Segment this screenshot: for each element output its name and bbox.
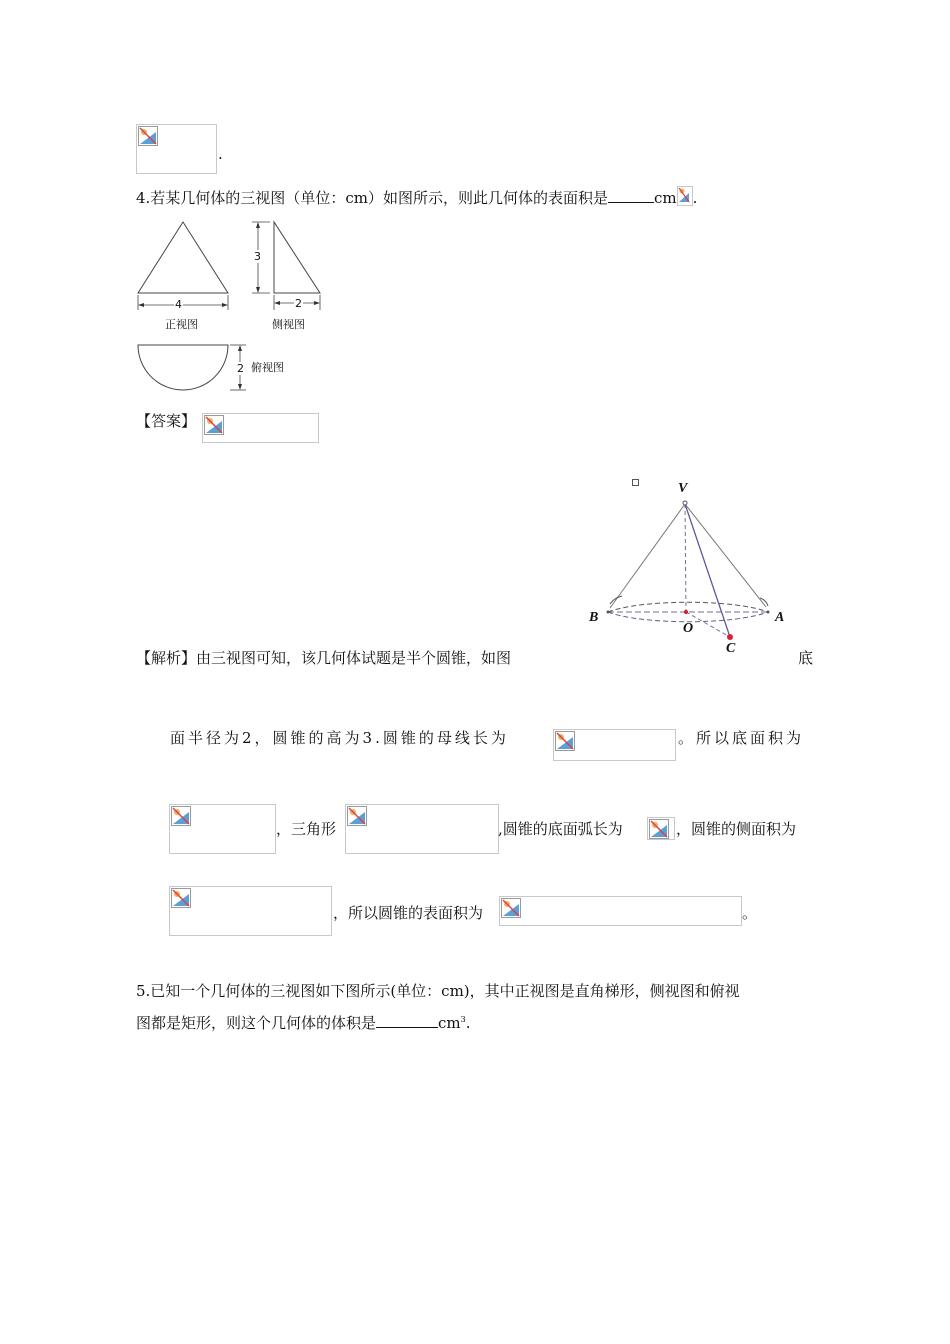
top-trailing-period: . bbox=[218, 145, 223, 163]
broken-image-icon bbox=[347, 806, 367, 826]
formula-image bbox=[202, 413, 319, 443]
analysis-text-4b: 。 bbox=[742, 904, 758, 922]
formula-image bbox=[345, 804, 499, 854]
formula-image bbox=[499, 896, 742, 926]
analysis-line-1 bbox=[136, 647, 511, 669]
q5-line-1: 5.已知一个几何体的三视图如下图所示(单位：cm)，其中正视图是直角梯形，侧视图和俯视 bbox=[136, 982, 740, 1000]
analysis-line-1-end: 底 bbox=[798, 649, 814, 667]
answer-label: 【答案】 bbox=[136, 412, 197, 430]
top-view-semicircle bbox=[138, 345, 228, 390]
analysis-text-3c: ，圆锥的侧面积为 bbox=[676, 820, 797, 838]
side-view-triangle bbox=[274, 222, 320, 293]
formula-image bbox=[677, 186, 693, 206]
cone-label-v: V bbox=[678, 481, 688, 496]
broken-image-icon bbox=[204, 415, 224, 435]
formula-image bbox=[169, 804, 276, 854]
broken-image-icon bbox=[649, 819, 669, 839]
q4-unit: cm bbox=[653, 189, 677, 207]
top-view-caption: 俯视图 bbox=[251, 361, 284, 374]
q5-end: . bbox=[465, 1014, 471, 1032]
formula-image bbox=[553, 729, 676, 761]
cone-label-b: B bbox=[589, 610, 599, 625]
top-depth-label: 2 bbox=[237, 362, 244, 375]
q5-unit-exponent: 3 bbox=[460, 1015, 466, 1024]
front-width-label: 4 bbox=[175, 298, 182, 311]
broken-image-icon bbox=[171, 888, 191, 908]
broken-image-icon bbox=[678, 187, 690, 203]
broken-image-icon bbox=[501, 898, 521, 918]
front-view-caption: 正视图 bbox=[165, 318, 198, 331]
formula-image bbox=[136, 124, 217, 174]
q5-line-2 bbox=[136, 1009, 471, 1034]
cone-label-c: C bbox=[726, 641, 736, 656]
analysis-text-4a: ，所以圆锥的表面积为 bbox=[333, 904, 484, 922]
formula-image bbox=[647, 817, 675, 840]
analysis-text-2a: 面半径为2，圆锥的高为3.圆锥的母线长为 bbox=[170, 729, 509, 747]
q4-end: . bbox=[692, 189, 698, 207]
broken-image-icon bbox=[138, 126, 158, 146]
side-height-label: 3 bbox=[254, 250, 261, 263]
q5-unit: cm bbox=[438, 1014, 461, 1032]
q5-text-2a: 图都是矩形，则这个几何体的体积是 bbox=[136, 1014, 377, 1032]
analysis-text-1: 由三视图可知，该几何体试题是半个圆锥，如图 bbox=[196, 649, 512, 667]
broken-image-icon bbox=[555, 731, 575, 751]
analysis-text-3b: ,圆锥的底面弧长为 bbox=[498, 820, 623, 838]
cone-label-a: A bbox=[775, 610, 785, 625]
analysis-text-2b: 。所以底面积为 bbox=[678, 729, 805, 747]
analysis-label: 【解析】 bbox=[136, 649, 197, 667]
q4-question bbox=[136, 186, 697, 209]
q4-text: 4.若某几何体的三视图（单位：cm）如图所示，则此几何体的表面积是 bbox=[136, 189, 608, 207]
formula-image bbox=[169, 886, 332, 936]
cone-label-o: O bbox=[683, 621, 694, 636]
answer-blank bbox=[608, 188, 654, 203]
front-view-triangle bbox=[138, 222, 228, 293]
broken-image-icon bbox=[171, 806, 191, 826]
answer-blank bbox=[376, 1013, 438, 1028]
side-width-label: 2 bbox=[295, 297, 302, 310]
analysis-text-3a: ，三角形 bbox=[276, 820, 337, 838]
side-view-caption: 侧视图 bbox=[272, 318, 305, 331]
